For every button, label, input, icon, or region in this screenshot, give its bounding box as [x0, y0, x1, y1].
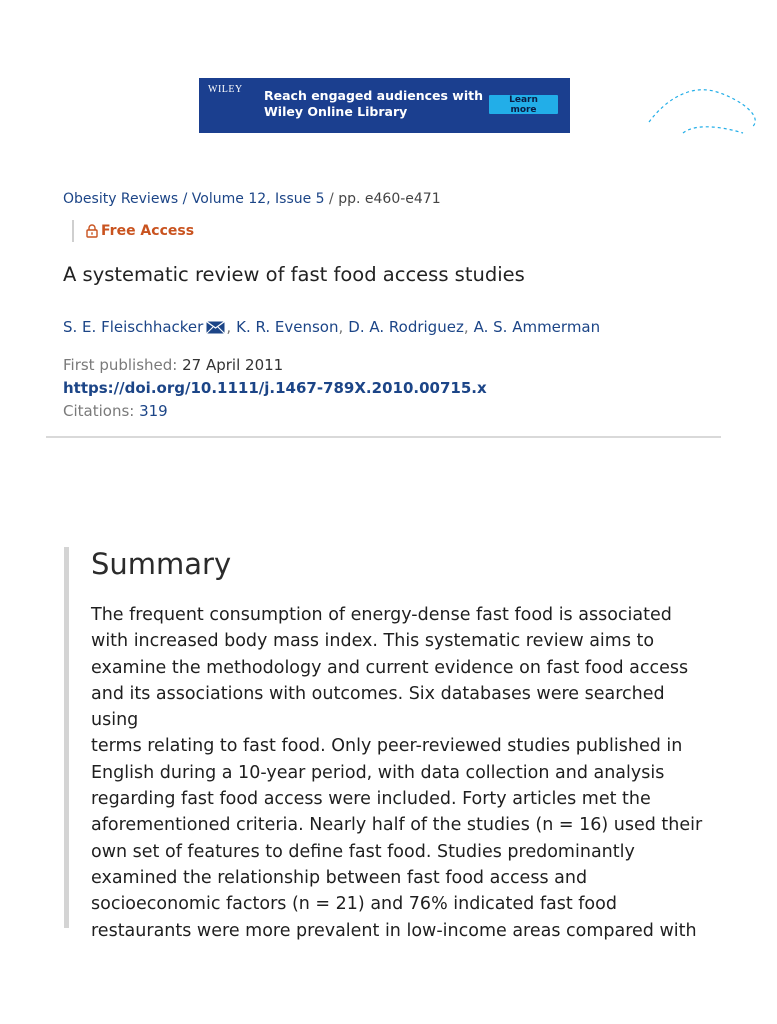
lock-icon: [86, 224, 98, 238]
summary-heading: Summary: [91, 547, 232, 581]
author-link[interactable]: A. S. Ammerman: [473, 318, 601, 336]
article-meta: [63, 354, 487, 423]
ad-headline: Reach engaged audiences with Wiley Online Library: [264, 88, 484, 119]
first-published-date: 27 April 2011: [182, 356, 284, 374]
citations-row: [63, 400, 487, 423]
breadcrumb-pages: pp. e460-e471: [338, 191, 441, 207]
article-title: A systematic review of fast food access studies: [63, 263, 525, 286]
ad-decoration: [647, 78, 777, 133]
author-separator: ,: [338, 318, 344, 336]
breadcrumb-separator-end: /: [324, 191, 339, 207]
first-published-row: [63, 354, 487, 377]
author-list: [63, 318, 600, 336]
section-divider: [46, 436, 721, 438]
author-separator: ,: [226, 318, 232, 336]
doi-link[interactable]: https://doi.org/10.1111/j.1467-789X.2010.00715.x: [63, 379, 487, 397]
citations-count-link[interactable]: 319: [139, 402, 168, 420]
author-link[interactable]: D. A. Rodriguez: [348, 318, 464, 336]
free-access-label: Free Access: [101, 223, 195, 239]
mail-icon[interactable]: [206, 321, 225, 334]
author-link[interactable]: K. R. Evenson: [236, 318, 339, 336]
first-published-label: First published:: [63, 356, 183, 374]
author-link[interactable]: S. E. Fleischhacker: [63, 318, 204, 336]
author-separator: ,: [463, 318, 469, 336]
breadcrumb-separator: /: [178, 191, 192, 207]
summary-text: The frequent consumption of energy-dense fast food is associated with increased body mass index. This systematic review aims to examine the methodology and current evidence on fast food access and its associations with outcomes. Six databases were searched using terms relating to fast food. Only peer-reviewed studies published in English during a 10-year period, with data collection and analysis regarding fast food access were included. Forty articles met the aforementioned criteria. Nearly half of the studies (n = 16) used their own set of features to define fast food. Studies predominantly examined the relationship between fast food access and socioeconomic factors (n = 21) and 76% indicated fast food restaurants were more prevalent in low-income areas compared with: [91, 605, 703, 941]
ad-banner[interactable]: [199, 78, 570, 133]
ad-brand-logo: WILEY: [208, 84, 243, 95]
summary-section: [64, 547, 729, 941]
free-access-badge: [72, 220, 194, 242]
ad-learn-more-button[interactable]: Learn more: [489, 95, 558, 114]
breadcrumb-journal-link[interactable]: Obesity Reviews: [63, 191, 179, 207]
breadcrumb-issue-link[interactable]: Volume 12, Issue 5: [191, 191, 325, 207]
breadcrumb: [63, 191, 441, 207]
citations-label: Citations:: [63, 402, 140, 420]
doi-row: [63, 377, 487, 400]
